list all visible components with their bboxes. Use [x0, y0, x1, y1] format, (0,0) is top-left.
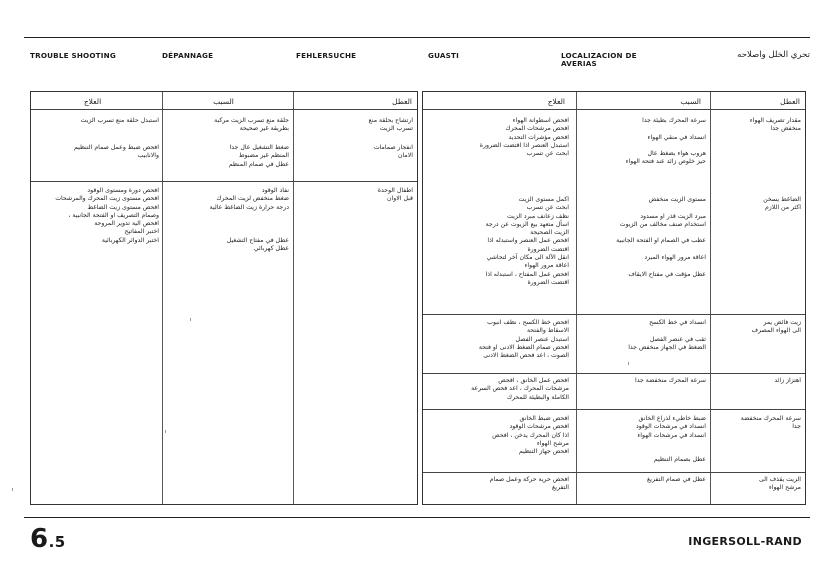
cell-remedy [33, 187, 159, 245]
row-divider [423, 314, 805, 315]
cause-text-line: انسداد في مرشحات الوقود [635, 423, 706, 431]
print-mark [190, 318, 191, 321]
remedy-text-line: مرشحات المحرك ، اعد فحص السرعة [471, 385, 569, 393]
remedy-text-line: اقتضت الضرورة [527, 278, 569, 286]
troubleshooting-table-left [30, 91, 418, 505]
remedy-text-line: نظف زعانف مبرد الزيت [507, 212, 569, 220]
cell-cause [576, 117, 706, 167]
cell-remedy [427, 476, 569, 493]
header-english: TROUBLE SHOOTING [30, 51, 116, 60]
language-header [30, 52, 810, 78]
fault-text-line: مقدار تصريف الهواء [749, 117, 801, 124]
print-mark [12, 488, 13, 491]
fault-text-line: سرعة المحرك منخفضة [740, 415, 801, 422]
remedy-text-line: افحص ضبط الخانق [519, 415, 569, 422]
remedy-text-line: اختبر الدوائر الكهربائية [101, 236, 159, 244]
remedy-text-line: افحص اسطوانة الهواء [512, 117, 569, 124]
remedy-text-line: افحص صمام الضغط الادنى او فتحة [478, 343, 569, 351]
print-mark [628, 362, 629, 365]
cell-remedy [427, 377, 569, 402]
cause-text-line: سرعة المحرك منخفضة جدا [635, 377, 706, 384]
column-header-fault: العطل [780, 97, 800, 106]
cause-text-line: مستوى الزيت منخفض [648, 196, 706, 203]
column-divider [293, 92, 294, 504]
remedy-text-line: افحص مرشحات المحرك [505, 125, 569, 133]
cell-fault [713, 319, 801, 336]
remedy-text-line: افحص مرشحات الوقود [509, 423, 569, 431]
cell-cause [576, 476, 706, 484]
cell-remedy [33, 117, 159, 125]
column-header-cause: السبب [213, 97, 234, 106]
cause-text-line: انسداد في مرشحات الهواء [637, 431, 706, 439]
remedy-text-line: اعاقة مرور الهواء [524, 262, 569, 270]
cause-text-line [576, 327, 706, 335]
cell-remedy [427, 415, 569, 456]
remedy-text-line: الزيت الصحيحة [530, 229, 569, 237]
cause-text-line [163, 212, 289, 220]
remedy-text-line: الصوت ، اعد فحص الضغط الادنى [483, 352, 569, 360]
remedy-text-line: استبدل عنصر الفصل [515, 335, 569, 343]
fault-text-line: منخفض جدا [770, 125, 801, 133]
remedy-text-line: مرشح الهواء [536, 439, 569, 447]
cause-text-line [576, 125, 706, 133]
remedy-text-line: ابحث عن تسرب [526, 204, 569, 212]
cause-text-line: حلقة منع تسرب الزيت مركبة [214, 117, 289, 124]
header-arabic: تحري الخلل واصلاحه [737, 50, 810, 60]
cause-text-line [576, 262, 706, 270]
cell-cause [576, 196, 706, 279]
cause-text-line [163, 228, 289, 236]
cell-fault [713, 476, 801, 493]
cause-text-line: عطل بصمام التنظيم [653, 456, 706, 464]
cause-text-line: عطل في صمام المنظم [228, 160, 289, 168]
remedy-text-line: افحص مؤشرات التحديد [508, 133, 569, 141]
fault-text-line: الامان [398, 152, 413, 160]
remedy-text-line: اذا كان المحرك يدخن ، افحص [492, 431, 569, 439]
fault-text-line: انفجار صمامات [373, 144, 413, 151]
remedy-text-line: استبدل العنصر اذا اقتضت الضرورة [479, 141, 569, 149]
fault-text-line: اهتزاز زائد [774, 377, 801, 384]
remedy-text-line: التفريغ [551, 484, 569, 492]
cell-fault [713, 415, 801, 432]
cell-remedy [427, 117, 569, 158]
fault-text-line: الزيت يقذف الى [758, 476, 801, 483]
remedy-text-line: افحص الية تدوير المروحة [94, 220, 159, 228]
cause-text-line [576, 204, 706, 212]
cause-text-line [576, 440, 706, 448]
cause-text-line [163, 220, 289, 228]
cause-text-line: ثقب في عنصر الفصل [649, 335, 706, 343]
cause-text-line [576, 246, 706, 254]
remedy-text-line: الكاملة والبطيئة للمحرك [506, 393, 569, 401]
remedy-text-line: افحص دورة ومستوى الوقود [87, 187, 159, 194]
cause-text-line: عطل في مفتاح التشغيل [226, 236, 289, 244]
cell-remedy [33, 144, 159, 161]
cause-text-line: هروب هواء بضغط عال [647, 150, 706, 158]
remedy-text-line: اكمل مستوى الزيت [518, 196, 569, 203]
cause-text-line: نفاد الوقود [261, 187, 289, 194]
remedy-text-line: افحص جهاز التنظيم [518, 448, 569, 456]
remedy-text-line: انقل الآلة الى مكان آخر لتحاشي [486, 254, 569, 262]
cause-text-line: اعاقة مرور الهواء المبرد [644, 254, 706, 262]
remedy-text-line: استبدل حلقة منع تسرب الزيت [80, 117, 159, 124]
cell-cause [576, 415, 706, 465]
cause-text-line: بطريقة غير صحيحة [239, 125, 289, 133]
cell-fault [713, 117, 801, 134]
cause-text-line [576, 448, 706, 456]
column-header-remedy: العلاج [547, 97, 565, 106]
print-mark [165, 430, 166, 433]
cause-text-line: ضبط خاطيء لذراع الخانق [638, 415, 706, 422]
cause-text-line [576, 229, 706, 237]
remedy-text-line: افحص مستوى زيت المحرك والمرشحات [55, 195, 159, 203]
fault-text-line: تسرب الزيت [379, 125, 413, 133]
cell-fault [713, 196, 801, 213]
cell-remedy [427, 196, 569, 287]
remedy-text-line: والانابيب [137, 152, 159, 160]
row-divider [31, 181, 417, 182]
fault-text-line: قبل الاوان [387, 195, 413, 203]
remedy-text-line: ابحث عن تسرب [526, 150, 569, 158]
header-underline [423, 109, 805, 110]
header-spanish: LOCALIZACION DE AVERIAS [561, 51, 637, 68]
cell-cause [163, 117, 289, 134]
header-german: FEHLERSUCHE [296, 51, 357, 60]
cell-remedy [427, 319, 569, 360]
brand-logo-text: INGERSOLL-RAND [688, 535, 802, 548]
cause-text-line: مبرد الزيت قذر او مسدود [640, 212, 706, 220]
cell-cause [576, 377, 706, 385]
remedy-text-line: افحص عمل العنصر واستبدله اذا [487, 237, 569, 245]
cell-fault [295, 144, 413, 161]
row-divider [423, 409, 805, 410]
column-header-fault: العطل [392, 97, 412, 106]
header-top-rule [24, 37, 810, 38]
footer-rule [24, 517, 810, 518]
header-italian: GUASTI [428, 51, 460, 60]
remedy-text-line: افحص مستوى زيت الضاغط [87, 203, 159, 211]
fault-text-line: جدا [792, 423, 801, 431]
header-underline [31, 109, 417, 110]
fault-text-line: زيت فائض يمر [763, 319, 801, 326]
header-french: DÉPANNAGE [162, 51, 214, 60]
cell-cause [576, 319, 706, 352]
remedy-text-line: افحص عمل المفتاح ، استبدله اذا [485, 270, 569, 278]
fault-text-line: اكثر من اللازم [764, 204, 801, 212]
cell-fault [713, 377, 801, 385]
remedy-text-line: اختبر المفاتيح [124, 228, 159, 236]
cause-text-line: حيز خلوص زائد عند فتحة الهواء [625, 158, 706, 166]
cause-text-line: عطب في الصمام او الفتحة الجانبية [616, 237, 706, 245]
remedy-text-line: اقتضت الضرورة [527, 245, 569, 253]
fault-text-line: الى الهواء المصرف [751, 327, 801, 335]
fault-text-line: الضاغط يسخن [763, 196, 801, 203]
cell-cause [163, 144, 289, 169]
column-divider [710, 92, 711, 504]
cause-text-line: استخدام صنف مخالف من الزيوت [619, 220, 706, 228]
cell-fault [295, 187, 413, 204]
remedy-text-line: وصمام التصريف او الفتحة الجانبية ، [68, 211, 159, 219]
cause-text-line: انسداد في خط الكسح [649, 319, 706, 326]
cause-text-line: الضغط في الجهاز منخفض جدا [628, 343, 706, 351]
cause-text-line: ضغط التشغيل عال جدا [229, 144, 289, 151]
remedy-text-line: افحص ضبط وعمل صمام التنظيم [73, 144, 159, 151]
cause-text-line: عطل في صمام التفريغ [646, 476, 706, 483]
cause-text-line: المنظم غير مضبوط [238, 152, 289, 160]
cause-text-line: درجة حرارة زيت الضاغط عالية [209, 203, 289, 211]
remedy-text-line: الاسقاط والفتحة [526, 327, 569, 335]
cause-text-line [576, 142, 706, 150]
fault-text-line: اطفال الوحدة [377, 187, 413, 194]
cause-text-line: عطل مؤقت في مفتاح الايقاف [628, 270, 706, 278]
remedy-text-line: اسأل متعهد بيع الزيوت عن درجة [485, 220, 569, 228]
remedy-text-line: افحص حرية حركة وعمل صمام [489, 476, 569, 483]
page-number: 6.5 [30, 524, 66, 554]
fault-text-line: مرشح الهواء [768, 484, 801, 492]
row-divider [423, 373, 805, 374]
troubleshooting-table-right [422, 91, 806, 505]
cell-fault [295, 117, 413, 134]
cause-text-line: انسداد في منقي الهواء [647, 133, 706, 141]
cause-text-line: عطل كهربائي [253, 245, 289, 253]
cause-text-line: سرعة المحرك بطيئة جدا [642, 117, 706, 124]
remedy-text-line: افحص خط الكسح ، نظف انبوب [487, 319, 569, 326]
row-divider [423, 472, 805, 473]
fault-text-line: ارتشاح بحلقة منع [368, 117, 413, 124]
cell-cause [163, 187, 289, 253]
column-header-cause: السبب [680, 97, 701, 106]
remedy-text-line: افحص عمل الخانق ، افحص [498, 377, 569, 384]
cause-text-line: ضغط منخفض لزيت المحرك [216, 195, 289, 203]
column-header-remedy: العلاج [83, 97, 102, 106]
